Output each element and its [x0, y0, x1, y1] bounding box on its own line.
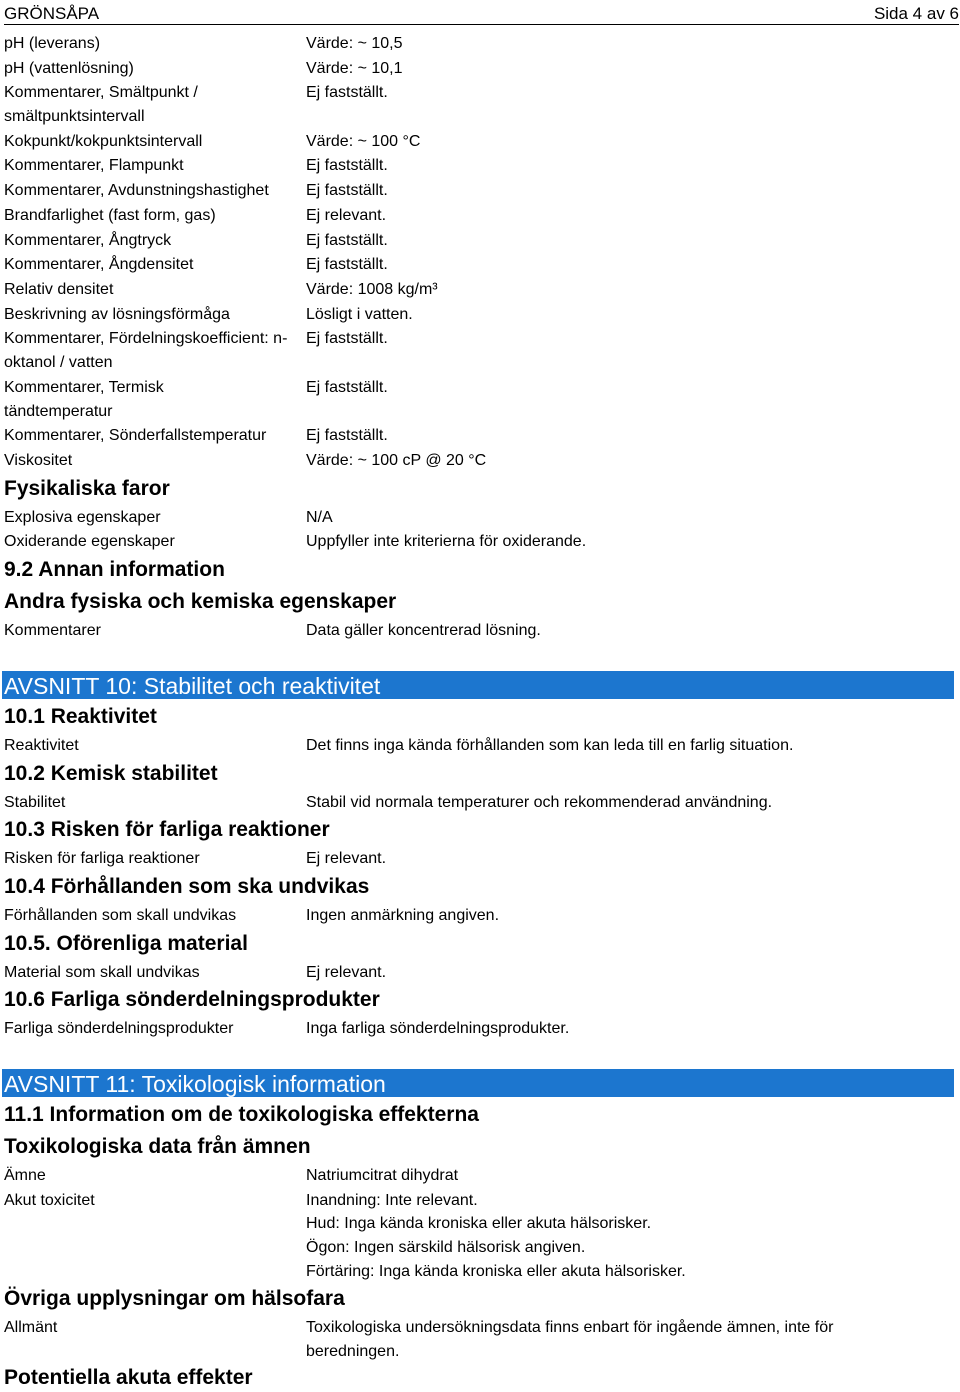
property-label: Kommentarer, Ångtryck: [4, 232, 172, 249]
property-label: Oxiderande egenskaper: [4, 533, 175, 550]
property-value: Ej relevant.: [306, 207, 387, 224]
property-label: Akut toxicitet: [4, 1192, 95, 1209]
subsection-heading: 10.6 Farliga sönderdelningsprodukter: [4, 988, 380, 1011]
property-value: Ej fastställt.: [306, 256, 388, 273]
property-value: Ej relevant.: [306, 964, 387, 981]
property-label: Reaktivitet: [4, 737, 79, 754]
property-label: Ämne: [4, 1167, 46, 1184]
property-value: Toxikologiska undersökningsdata finns enbart för ingående ämnen, inte för beredningen.: [306, 1319, 834, 1360]
toxicological-data-heading: Toxikologiska data från ämnen: [4, 1135, 311, 1158]
property-label: Material som skall undvikas: [4, 964, 200, 981]
property-label: Stabilitet: [4, 794, 66, 811]
property-value: Ögon: Ingen särskild hälsorisk angiven.: [306, 1239, 586, 1256]
property-label: Explosiva egenskaper: [4, 509, 161, 526]
property-label: Kommentarer, Ångdensitet: [4, 256, 194, 273]
property-value: Inga farliga sönderdelningsprodukter.: [306, 1020, 570, 1037]
health-hazards-heading: Övriga upplysningar om hälsofara: [4, 1287, 345, 1310]
property-value: Ej fastställt.: [306, 157, 388, 174]
property-label: Farliga sönderdelningsprodukter: [4, 1020, 234, 1037]
property-value: Hud: Inga kända kroniska eller akuta hälsorisker.: [306, 1215, 652, 1232]
property-label: Beskrivning av lösningsförmåga: [4, 306, 230, 323]
section-11-band: AVSNITT 11: Toxikologisk information: [2, 1069, 954, 1097]
property-label: Risken för farliga reaktioner: [4, 850, 200, 867]
property-value: Stabil vid normala temperaturer och rekommenderad användning.: [306, 794, 773, 811]
subsection-heading: 10.5. Oförenliga material: [4, 932, 248, 955]
property-value: Natriumcitrat dihydrat: [306, 1167, 459, 1184]
subsection-heading: 11.1 Information om de toxikologiska effekterna: [4, 1103, 479, 1126]
property-value: Värde: ~ 100 cP @ 20 °C: [306, 452, 487, 469]
property-value: Ej fastställt.: [306, 379, 388, 396]
subsection-heading: 10.2 Kemisk stabilitet: [4, 762, 218, 785]
property-label: Kommentarer, Avdunstningshastighet: [4, 182, 269, 199]
property-value: Värde: ~ 10,1: [306, 60, 403, 77]
page-header: [4, 2, 959, 25]
subsection-heading: 10.4 Förhållanden som ska undvikas: [4, 875, 370, 898]
acute-effects-heading: Potentiella akuta effekter: [4, 1366, 253, 1389]
property-label: pH (leverans): [4, 35, 101, 52]
property-label: Kokpunkt/kokpunktsintervall: [4, 133, 203, 150]
property-value: Värde: ~ 100 °C: [306, 133, 421, 150]
page-number: Sida 4 av 6: [873, 4, 959, 23]
property-value: Förtäring: Inga kända kroniska eller akuta hälsorisker.: [306, 1263, 686, 1280]
property-label: Kommentarer: [4, 622, 101, 639]
section-10-band: AVSNITT 10: Stabilitet och reaktivitet: [2, 671, 954, 699]
property-label: Viskositet: [4, 452, 73, 469]
property-value: Uppfyller inte kriterierna för oxiderande.: [306, 533, 587, 550]
property-value: Ej fastställt.: [306, 427, 388, 444]
subsection-heading: 10.1 Reaktivitet: [4, 705, 157, 728]
property-value: Ej fastställt.: [306, 232, 388, 249]
property-label: Kommentarer, Flampunkt: [4, 157, 184, 174]
property-label: Kommentarer, Smältpunkt / smältpunktsintervall: [4, 84, 198, 125]
property-value: Lösligt i vatten.: [306, 306, 413, 323]
property-label: Förhållanden som skall undvikas: [4, 907, 237, 924]
property-value: Ej fastställt.: [306, 182, 388, 199]
property-value: Ej fastställt.: [306, 84, 388, 101]
property-label: Brandfarlighet (fast form, gas): [4, 207, 216, 224]
property-value: Inandning: Inte relevant.: [306, 1192, 478, 1209]
other-properties-heading: Andra fysiska och kemiska egenskaper: [4, 590, 397, 613]
property-label: Allmänt: [4, 1319, 58, 1336]
physical-hazards-heading: Fysikaliska faror: [4, 477, 170, 500]
property-label: Relativ densitet: [4, 281, 114, 298]
property-value: Det finns inga kända förhållanden som kan leda till en farlig situation.: [306, 737, 794, 754]
property-value: Data gäller koncentrerad lösning.: [306, 622, 541, 639]
property-label: Kommentarer, Termisk tändtemperatur: [4, 379, 164, 420]
property-value: Ingen anmärkning angiven.: [306, 907, 500, 924]
property-value: N/A: [306, 509, 333, 526]
subsection-heading: 10.3 Risken för farliga reaktioner: [4, 818, 330, 841]
other-info-heading: 9.2 Annan information: [4, 558, 225, 581]
property-value: Ej fastställt.: [306, 330, 388, 347]
property-value: Värde: ~ 10,5: [306, 35, 403, 52]
product-name: GRÖNSÅPA: [4, 4, 100, 23]
property-label: Kommentarer, Sönderfallstemperatur: [4, 427, 267, 444]
property-value: Ej relevant.: [306, 850, 387, 867]
property-label: Kommentarer, Fördelningskoefficient: n-oktanol / vatten: [4, 330, 288, 371]
property-label: pH (vattenlösning): [4, 60, 134, 77]
property-value: Värde: 1008 kg/m³: [306, 281, 438, 298]
